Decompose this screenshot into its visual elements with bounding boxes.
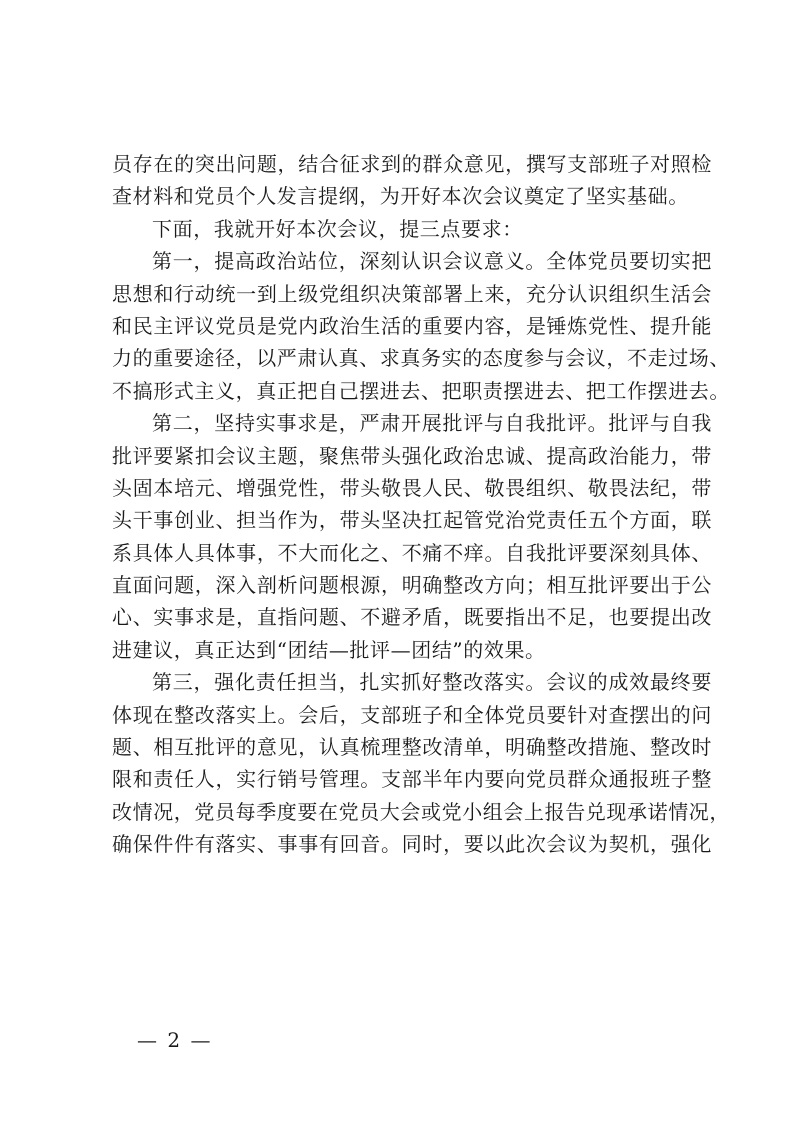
text-line: 头干事创业、担当作为，带头坚决扛起管党治党责任五个方面，联 — [112, 508, 712, 533]
text-line: 第二，坚持实事求是，严肃开展批评与自我批评。批评与自我 — [152, 411, 712, 436]
text-line: 员存在的突出问题，结合征求到的群众意见，撰写支部班子对照检 — [112, 152, 712, 176]
text-line: 不搞形式主义，真正把自己摆进去、把职责摆进去、把工作摆进去。 — [112, 378, 730, 403]
text-line: 确保件件有落实、事事有回音。同时，要以此次会议为契机，强化 — [112, 832, 712, 857]
text-line: 题、相互批评的意见，认真梳理整改清单，明确整改措施、整改时 — [112, 735, 712, 760]
text-line: 体现在整改落实上。会后，支部班子和全体党员要针对查摆出的问 — [112, 702, 712, 727]
text-line: 第三，强化责任担当，扎实抓好整改落实。会议的成效最终要 — [152, 670, 712, 695]
text-line: 查材料和党员个人发言提纲，为开好本次会议奠定了坚实基础。 — [112, 184, 689, 209]
text-line: 思想和行动统一到上级党组织决策部署上来，充分认识组织生活会 — [112, 281, 712, 306]
text-line: 头固本培元、增强党性，带头敬畏人民、敬畏组织、敬畏法纪，带 — [112, 475, 712, 500]
page-number: — 2 — — [137, 1028, 213, 1052]
text-line: 力的重要途径，以严肃认真、求真务实的态度参与会议，不走过场、 — [112, 346, 730, 371]
text-line: 批评要紧扣会议主题，聚焦带头强化政治忠诚、提高政治能力，带 — [112, 443, 712, 468]
text-line: 心、实事求是，直指问题、不避矛盾，既要指出不足，也要提出改 — [112, 605, 712, 630]
text-line: 改情况，党员每季度要在党员大会或党小组会上报告兑现承诺情况， — [112, 799, 730, 824]
text-line: 和民主评议党员是党内政治生活的重要内容，是锤炼党性、提升能 — [112, 313, 712, 338]
text-line: 第一，提高政治站位，深刻认识会议意义。全体党员要切实把 — [152, 249, 712, 274]
text-line: 直面问题，深入剖析问题根源，明确整改方向；相互批评要出于公 — [112, 573, 712, 598]
text-line: 限和责任人，实行销号管理。支部半年内要向党员群众通报班子整 — [112, 767, 712, 792]
document-body — [112, 148, 730, 861]
text-line: 下面，我就开好本次会议，提三点要求： — [152, 216, 523, 241]
text-line: 系具体人具体事，不大而化之、不痛不痒。自我批评要深刻具体、 — [112, 540, 712, 565]
text-line: 进建议，真正达到“团结—批评—团结”的效果。 — [112, 637, 546, 662]
